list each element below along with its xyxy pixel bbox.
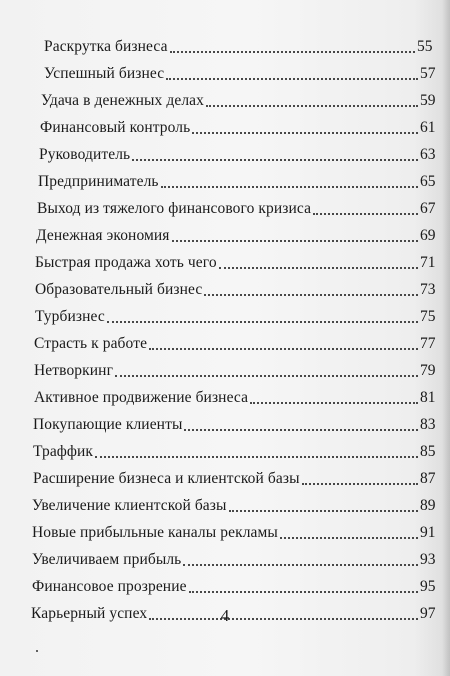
toc-leader-dots — [280, 536, 418, 539]
toc-leader-dots — [161, 185, 418, 188]
toc-entry-title: Раскрутка бизнеса — [44, 38, 168, 55]
toc-leader-dots — [189, 590, 418, 593]
toc-entry-page: 55 — [417, 38, 433, 55]
toc-entry-title: Карьерный успех — [31, 605, 148, 622]
toc-entry — [0, 435, 450, 462]
toc-entry-page: 97 — [420, 605, 436, 622]
toc-leader-dots — [184, 428, 418, 431]
toc-entry-title: Турбизнес — [35, 308, 105, 325]
toc-leader-dots — [229, 509, 418, 512]
toc-entry — [0, 462, 450, 489]
toc-entry — [0, 381, 450, 408]
toc-entry-page: 61 — [420, 119, 436, 136]
toc-entry-title: Страсть к работе — [34, 335, 148, 352]
toc-leader-dots — [313, 212, 418, 215]
toc-entry — [0, 165, 450, 192]
toc-entry-page: 89 — [420, 497, 436, 514]
toc-entry-title: Финансовый контроль — [40, 119, 191, 136]
toc-entry-title: Траффик — [33, 443, 94, 460]
toc-leader-dots — [166, 77, 418, 80]
toc-entry-title: Новые прибыльные каналы рекламы — [32, 524, 278, 541]
toc-entry — [0, 246, 450, 273]
toc-leader-dots — [172, 239, 418, 242]
toc-entry-title: Нетворкинг — [34, 362, 114, 379]
page-number: 4 — [220, 606, 230, 625]
toc-entry-page: 73 — [420, 281, 436, 298]
toc-leader-dots — [170, 50, 415, 53]
toc-entry-page: 91 — [420, 524, 436, 541]
toc-entry-page: 95 — [420, 578, 436, 595]
toc-entry — [0, 30, 450, 57]
toc-entry-title: Успешный бизнес — [44, 65, 165, 82]
toc-entry-title: Быстрая продажа хоть чего — [35, 254, 217, 271]
toc-leader-dots — [302, 482, 418, 485]
toc-entry-page: 93 — [420, 551, 436, 568]
toc-entry-page: 81 — [420, 389, 436, 406]
toc-entry — [0, 84, 450, 111]
toc-entry — [0, 57, 450, 84]
table-of-contents — [0, 30, 450, 624]
toc-entry-title: Активное продвижение бизнеса — [34, 389, 249, 406]
toc-entry-page: 57 — [420, 65, 436, 82]
toc-entry — [0, 327, 450, 354]
toc-entry-page: 85 — [420, 443, 436, 460]
toc-leader-dots — [107, 320, 418, 323]
toc-entry-page: 67 — [420, 200, 436, 217]
toc-entry-title: Руководитель — [39, 146, 131, 163]
toc-entry-page: 83 — [420, 416, 436, 433]
toc-leader-dots — [219, 266, 418, 269]
toc-entry — [0, 354, 450, 381]
toc-entry-title: Финансовое прозрение — [32, 578, 187, 595]
toc-entry — [0, 192, 450, 219]
toc-leader-dots — [192, 131, 418, 134]
toc-entry-title: Образовательный бизнес — [35, 281, 203, 298]
toc-entry-page: 63 — [420, 146, 436, 163]
toc-entry-title: Увеличение клиентской базы — [32, 497, 227, 514]
toc-entry-page: 77 — [420, 335, 436, 352]
toc-entry — [0, 543, 450, 570]
toc-leader-dots — [95, 455, 418, 458]
toc-leader-dots — [206, 104, 418, 107]
toc-entry-page: 71 — [420, 254, 436, 271]
toc-leader-dots — [115, 374, 418, 377]
toc-leader-dots — [132, 158, 418, 161]
toc-entry-page: 75 — [420, 308, 436, 325]
toc-entry — [0, 273, 450, 300]
page-edge-shadow — [442, 0, 450, 676]
toc-entry-page: 69 — [420, 227, 436, 244]
toc-entry — [0, 408, 450, 435]
toc-entry-title: Расширение бизнеса и клиентской базы — [33, 470, 300, 487]
toc-entry-title: Покупающие клиенты — [33, 416, 183, 433]
toc-entry-title: Удача в денежных делах — [41, 92, 205, 109]
toc-leader-dots — [250, 401, 418, 404]
toc-entry-title: Выход из тяжелого финансового кризиса — [37, 200, 312, 217]
toc-entry-title: Денежная экономия — [36, 227, 170, 244]
toc-entry-title: Предприниматель — [38, 173, 159, 190]
toc-entry-page: 79 — [420, 362, 436, 379]
toc-leader-dots — [149, 347, 418, 350]
toc-entry — [0, 300, 450, 327]
ink-speck — [36, 650, 38, 652]
toc-entry — [0, 219, 450, 246]
toc-entry — [0, 489, 450, 516]
toc-entry — [0, 138, 450, 165]
toc-entry-page: 87 — [420, 470, 436, 487]
toc-leader-dots — [183, 563, 418, 566]
toc-leader-dots — [204, 293, 418, 296]
toc-entry-page: 65 — [420, 173, 436, 190]
toc-entry — [0, 570, 450, 597]
toc-entry — [0, 111, 450, 138]
toc-entry-page: 59 — [420, 92, 436, 109]
toc-entry-title: Увеличиваем прибыль — [32, 551, 182, 568]
toc-entry — [0, 516, 450, 543]
